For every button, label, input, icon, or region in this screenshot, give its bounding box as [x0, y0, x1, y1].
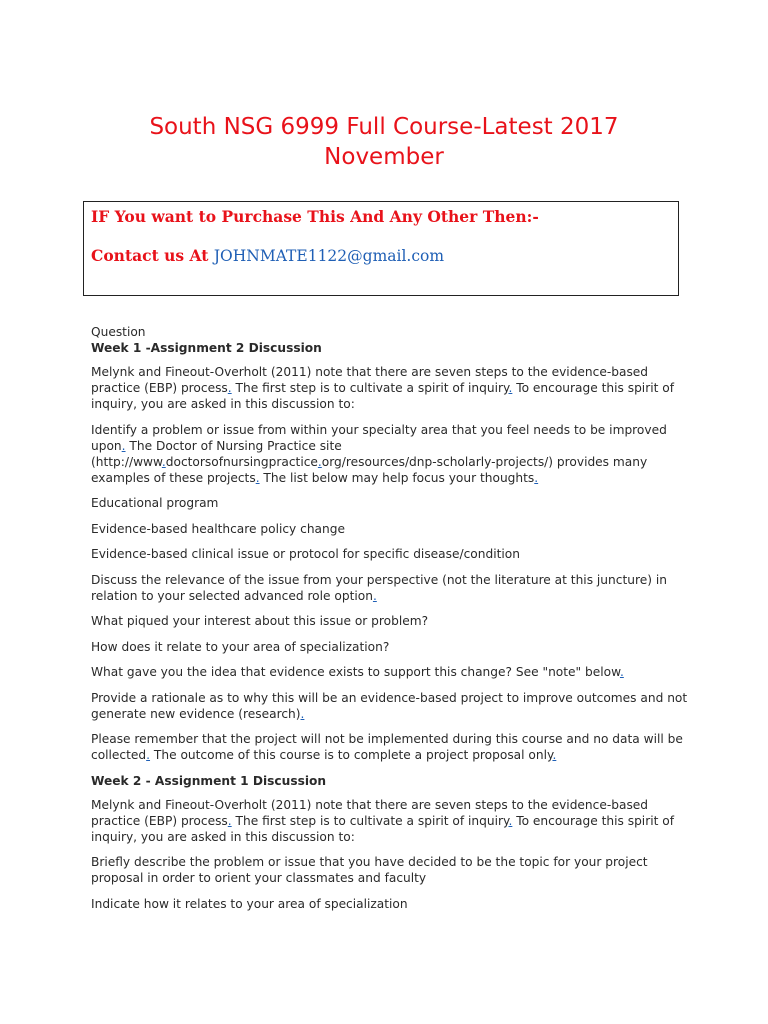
period-link[interactable]: .: [508, 813, 513, 828]
period-link[interactable]: .: [227, 813, 232, 828]
title-line-2: November: [324, 144, 444, 170]
contact-line: [91, 245, 444, 267]
purchase-heading: IF You want to Purchase This And Any Other Then:-: [91, 207, 539, 226]
indicate-paragraph: Indicate how it relates to your area of specialization: [91, 896, 408, 911]
discuss-paragraph: [91, 572, 691, 604]
discuss-text: Discuss the relevance of the issue from your perspective (not the literature at this juncture) in relation to your selected advanced role option: [91, 572, 667, 603]
period-link[interactable]: .: [255, 470, 260, 485]
contact-email-link[interactable]: JOHNMATE1122@gmail.com: [213, 247, 445, 265]
list-item: Evidence-based clinical issue or protocol for specific disease/condition: [91, 547, 520, 561]
period-link[interactable]: .: [552, 748, 557, 762]
remember-paragraph: [91, 731, 691, 763]
period-link[interactable]: .: [300, 706, 305, 721]
period-link[interactable]: .: [121, 438, 126, 453]
period-link[interactable]: .: [161, 454, 166, 469]
document-body: [91, 324, 691, 921]
identify-text-a: Identify a problem or issue from within your specialty area that you feel needs to be improved upon: [91, 422, 667, 453]
period-link[interactable]: .: [317, 454, 322, 469]
identify-text-d: org/resources/dnp-scholarly-projects/) provides many examples of these projects: [91, 454, 648, 485]
period-link[interactable]: .: [508, 381, 513, 395]
week-2-intro-paragraph: [91, 797, 691, 845]
week-2-intro-text-a: Melynk and Fineout-Overholt (2011) note that there are seven steps to the evidence-based practice (EBP) process: [91, 797, 649, 828]
rationale-paragraph: [91, 690, 691, 722]
week-1-intro-text-b: The first step is to cultivate a spirit of inquiry: [231, 381, 509, 395]
identify-text-e: The list below may help focus your thoughts: [259, 470, 535, 485]
period-link[interactable]: .: [619, 665, 624, 679]
idea-paragraph: [91, 664, 691, 680]
identify-text-c: doctorsofnursingpractice: [165, 454, 318, 469]
week-1-intro-text-a: Melynk and Fineout-Overholt (2011) note that there are seven steps to the evidence-based practice (EBP) process: [91, 365, 649, 395]
relate-question: How does it relate to your area of specialization?: [91, 639, 390, 654]
title-line-1: South NSG 6999 Full Course-Latest 2017: [149, 114, 619, 140]
week-2-intro-text-b: The first step is to cultivate a spirit of inquiry: [231, 813, 509, 828]
list-item: Educational program: [91, 496, 219, 510]
week-2-heading: Week 2 - Assignment 1 Discussion: [91, 773, 327, 788]
list-item: Evidence-based healthcare policy change: [91, 521, 345, 536]
period-link[interactable]: .: [534, 470, 539, 485]
week-1-intro-text-c: To encourage this spirit of inquiry, you are asked in this discussion to:: [91, 381, 674, 411]
document-title: [0, 112, 768, 172]
contact-label: Contact us At: [91, 246, 214, 265]
remember-text-a: Please remember that the project will not be implemented during this course and no data will be collected: [91, 732, 683, 762]
idea-text: What gave you the idea that evidence exists to support this change? See "note" below: [91, 665, 620, 679]
week-2-intro-text-c: To encourage this spirit of inquiry, you are asked in this discussion to:: [91, 813, 674, 844]
purchase-contact-box: [83, 201, 679, 296]
rationale-text: Provide a rationale as to why this will be an evidence-based project to improve outcomes and not generate new evidence (research): [91, 690, 688, 721]
period-link[interactable]: .: [372, 588, 377, 603]
week-1-heading: Week 1 -Assignment 2 Discussion: [91, 341, 322, 355]
piqued-question: What piqued your interest about this issue or problem?: [91, 614, 429, 628]
period-link[interactable]: .: [146, 748, 151, 762]
briefly-paragraph: Briefly describe the problem or issue that you have decided to be the topic for your project proposal in order to orient your classmates and faculty: [91, 855, 648, 885]
identify-paragraph: [91, 422, 691, 486]
week-1-intro-paragraph: [91, 364, 691, 412]
question-label: Question: [91, 325, 146, 339]
remember-text-b: The outcome of this course is to complete a project proposal only: [150, 748, 553, 762]
identify-text-b: The Doctor of Nursing Practice site (http://www: [91, 438, 342, 469]
period-link[interactable]: .: [227, 381, 232, 395]
